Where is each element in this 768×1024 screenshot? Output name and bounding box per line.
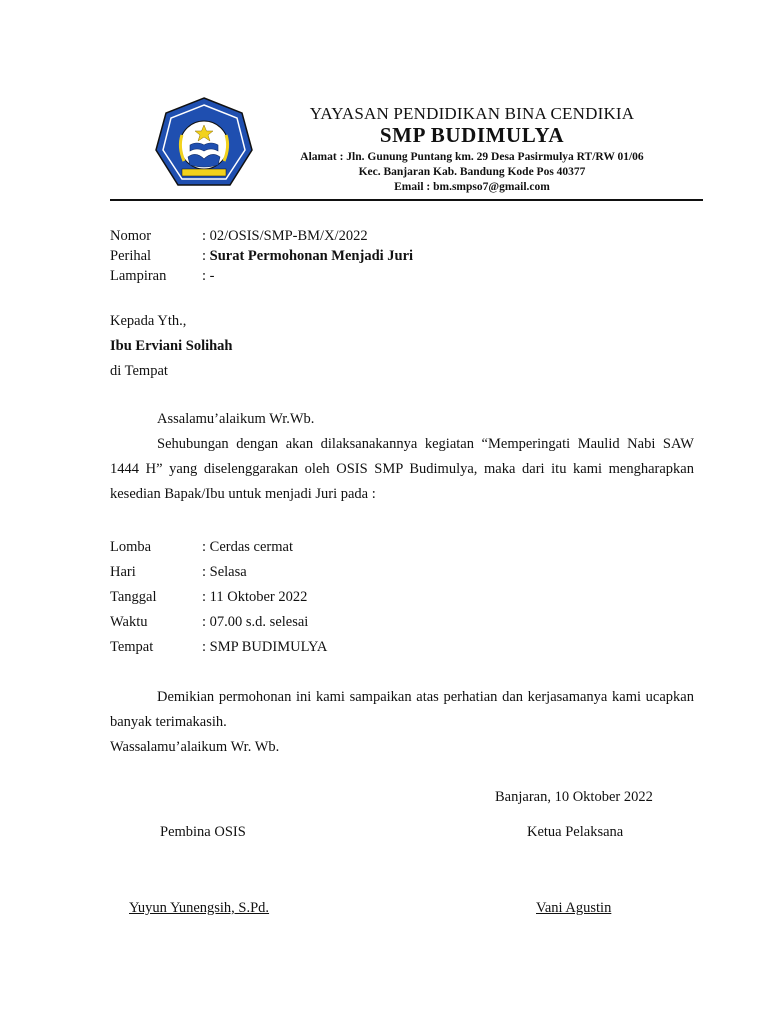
detail-tempat xyxy=(110,637,327,657)
left-signer-name: Yuyun Yunengsih, S.Pd. xyxy=(129,900,270,916)
perihal-colon: : xyxy=(202,248,207,264)
detail-hari xyxy=(110,562,247,582)
right-signer-title: Ketua Pelaksana xyxy=(527,824,624,840)
meta-lampiran xyxy=(110,266,214,286)
detail-label: Hari xyxy=(110,564,136,580)
lampiran-value: : - xyxy=(202,268,215,284)
detail-label: Tempat xyxy=(110,639,154,655)
detail-lomba xyxy=(110,537,293,557)
detail-label: Tanggal xyxy=(110,589,157,605)
nomor-label: Nomor xyxy=(110,228,152,244)
place-date: Banjaran, 10 Oktober 2022 xyxy=(495,789,653,805)
detail-value: : Cerdas cermat xyxy=(202,539,293,555)
opening-salam: Assalamu’alaikum Wr.Wb. xyxy=(157,411,315,427)
detail-label: Waktu xyxy=(110,614,148,630)
detail-waktu xyxy=(110,612,308,632)
meta-perihal xyxy=(110,246,413,266)
letterhead-divider xyxy=(110,199,703,201)
address-line-1: Alamat : Jln. Gunung Puntang km. 29 Desa Pasirmulya RT/RW 01/06 xyxy=(300,151,644,163)
school-name: SMP BUDIMULYA xyxy=(379,123,565,147)
email-line: Email : bm.smpso7@gmail.com xyxy=(394,181,550,193)
detail-tanggal xyxy=(110,587,307,607)
recipient-place: di Tempat xyxy=(110,363,168,379)
right-signer-name: Vani Agustin xyxy=(536,900,612,916)
perihal-value: Surat Permohonan Menjadi Juri xyxy=(209,248,414,264)
left-signer-title: Pembina OSIS xyxy=(160,824,246,840)
detail-value: : 11 Oktober 2022 xyxy=(202,589,308,605)
nomor-value: : 02/OSIS/SMP-BM/X/2022 xyxy=(202,228,368,244)
perihal-label: Perihal xyxy=(110,248,152,264)
closing-paragraph: Demikian permohonan ini kami sampaikan atas perhatian dan kerjasamanya kami ucapkan banyak terimakasih. xyxy=(110,689,694,730)
foundation-name: YAYASAN PENDIDIKAN BINA CENDIKIA xyxy=(309,104,635,123)
detail-label: Lomba xyxy=(110,539,152,555)
school-emblem-icon xyxy=(152,95,256,194)
recipient-name: Ibu Erviani Solihah xyxy=(110,338,233,354)
detail-value: : 07.00 s.d. selesai xyxy=(202,614,309,630)
lampiran-label: Lampiran xyxy=(110,268,167,284)
recipient-greeting: Kepada Yth., xyxy=(110,313,187,329)
closing-salam: Wassalamu’alaikum Wr. Wb. xyxy=(110,739,280,755)
detail-value: : Selasa xyxy=(202,564,247,580)
meta-nomor xyxy=(110,226,368,246)
detail-value: : SMP BUDIMULYA xyxy=(202,639,328,655)
body-paragraph: Sehubungan dengan akan dilaksanakannya kegiatan “Memperingati Maulid Nabi SAW 1444 H” yang diselenggarakan oleh OSIS SMP Budimulya, maka dari itu kami mengharapkan kesedian Bapak/Ibu untuk menjadi Juri pada : xyxy=(110,436,694,502)
address-line-2: Kec. Banjaran Kab. Bandung Kode Pos 40377 xyxy=(358,166,586,178)
